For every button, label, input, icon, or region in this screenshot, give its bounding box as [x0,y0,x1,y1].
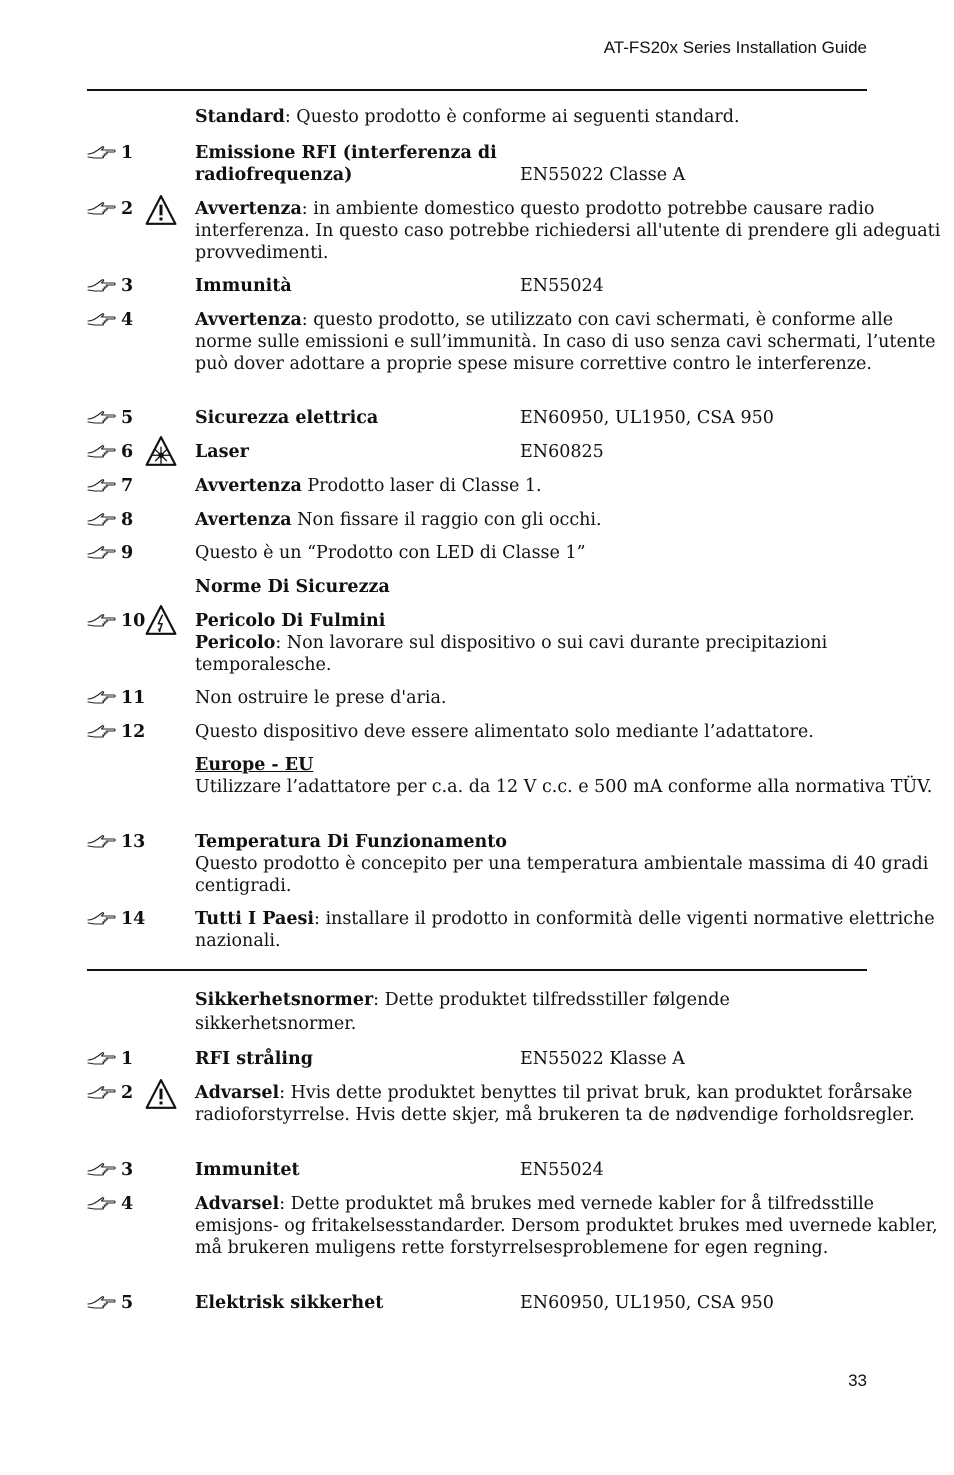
item-bold: Tutti I Paesi [195,909,314,929]
warning-triangle-icon [145,1078,177,1110]
item-bold: Advarsel [195,1194,280,1214]
item-number: 3 [121,1160,134,1180]
item-label: Sicurezza elettrica [195,408,379,428]
pointing-hand-icon [87,312,117,326]
item-text: : questo prodotto, se utilizzato con cavi schermati, è conforme alle norme sulle emissioni e sull’immunità. In caso di uso senza cavi schermati, l’utente può dover adottare a proprie spese misure correttive contro le interferenze. [195,310,936,374]
pointing-hand-icon [87,1085,117,1099]
item-label: Immunitet [195,1160,300,1180]
item-text: : in ambiente domestico questo prodotto potrebbe causare radio interferenza. In questo caso potrebbe richiedersi all'utente di prendere gli adeguati provvedimenti. [195,199,941,263]
item-text: : Non lavorare sul dispositivo o sui cavi durante precipitazioni temporalesche. [195,633,828,675]
item-number: 4 [121,310,134,330]
item-number: 5 [121,1293,134,1313]
item-number: 3 [121,276,134,296]
item-number: 9 [121,543,134,563]
item-text: Questo è un “Prodotto con LED di Classe 1” [195,543,586,563]
pointing-hand-icon [87,201,117,215]
item-label: Elektrisk sikkerhet [195,1293,384,1313]
item-value: EN55024 [520,1160,604,1180]
intro-text: : Questo prodotto è conforme ai seguenti standard. [284,107,740,127]
item-number: 1 [121,1049,134,1069]
pointing-hand-icon [87,1051,117,1065]
pointing-hand-icon [87,1295,117,1309]
pointing-hand-icon [87,444,117,458]
running-header: AT-FS20x Series Installation Guide [603,38,867,57]
laser-hazard-icon [145,435,177,467]
eu-heading: Europe - EU [195,755,314,775]
item-number: 10 [121,611,146,631]
heading-text: Norme Di Sicurezza [195,577,390,597]
pointing-hand-icon [87,410,117,424]
item-title: Pericolo Di Fulmini [195,611,386,631]
item-number: 5 [121,408,134,428]
pointing-hand-icon [87,690,117,704]
pointing-hand-icon [87,613,117,627]
item-value: EN60950, UL1950, CSA 950 [520,408,774,428]
item-label: Emissione RFI (interferenza di radiofrequenza) [195,143,497,185]
item-number: 4 [121,1194,134,1214]
item-value: EN60825 [520,442,604,462]
intro-text: : Dette produktet tilfredsstiller følgende sikkerhetsnormer. [195,990,730,1034]
pointing-hand-icon [87,478,117,492]
item-value: EN55022 Classe A [520,165,686,185]
item-number: 2 [121,1083,134,1103]
item-value: EN60950, UL1950, CSA 950 [520,1293,774,1313]
item-label: Immunità [195,276,292,296]
item-bold: Avvertenza [195,199,302,219]
pointing-hand-icon [87,512,117,526]
item-number: 12 [121,722,146,742]
item-text: Questo prodotto è concepito per una temperatura ambientale massima di 40 gradi centigradi. [195,854,929,896]
item-number: 14 [121,909,146,929]
item-label: RFI stråling [195,1049,313,1069]
item-bold: Advarsel [195,1083,280,1103]
pointing-hand-icon [87,145,117,159]
item-number: 1 [121,143,134,163]
item-bold: Pericolo [195,633,276,653]
pointing-hand-icon [87,1196,117,1210]
pointing-hand-icon [87,724,117,738]
item-text: : installare il prodotto in conformità delle vigenti normative elettriche nazionali. [195,909,935,951]
item-bold: Avvertenza [195,310,302,330]
item-title: Temperatura Di Funzionamento [195,832,507,852]
item-number: 2 [121,199,134,219]
item-label: Laser [195,442,249,462]
lightning-hazard-icon [145,604,177,636]
item-text: Prodotto laser di Classe 1. [301,476,542,496]
item-text: Questo dispositivo deve essere alimentato solo mediante l’adattatore. [195,722,814,742]
item-bold: Avvertenza [195,476,302,496]
item-text: Non ostruire le prese d'aria. [195,688,447,708]
pointing-hand-icon [87,278,117,292]
intro-bold: Sikkerhetsnormer [195,990,374,1010]
item-number: 13 [121,832,146,852]
intro-bold: Standard [195,107,285,127]
item-text: Non fissare il raggio con gli occhi. [291,510,602,530]
section-divider-top [87,89,867,91]
pointing-hand-icon [87,1162,117,1176]
section-divider-middle [87,969,867,971]
eu-text: Utilizzare l’adattatore per c.a. da 12 V c.c. e 500 mA conforme alla normativa TÜV. [195,777,933,797]
pointing-hand-icon [87,911,117,925]
pointing-hand-icon [87,834,117,848]
item-number: 7 [121,476,134,496]
pointing-hand-icon [87,545,117,559]
item-text: : Dette produktet må brukes med vernede kabler for å tilfredsstille emisjons- og fritakelsesstandarder. Dersom produktet brukes med uvernede kabler, må brukeren muligens rette forstyrrelsesproblemene for egen regning. [195,1194,938,1258]
page-number: 33 [848,1371,867,1390]
warning-triangle-icon [145,194,177,226]
item-value: EN55022 Klasse A [520,1049,685,1069]
item-number: 8 [121,510,134,530]
item-number: 6 [121,442,134,462]
item-value: EN55024 [520,276,604,296]
item-text: : Hvis dette produktet benyttes til privat bruk, kan produktet forårsake radioforstyrrelse. Hvis dette skjer, må brukeren ta de nødvendige forholdsregler. [195,1083,915,1125]
item-bold: Avertenza [195,510,292,530]
item-number: 11 [121,688,146,708]
